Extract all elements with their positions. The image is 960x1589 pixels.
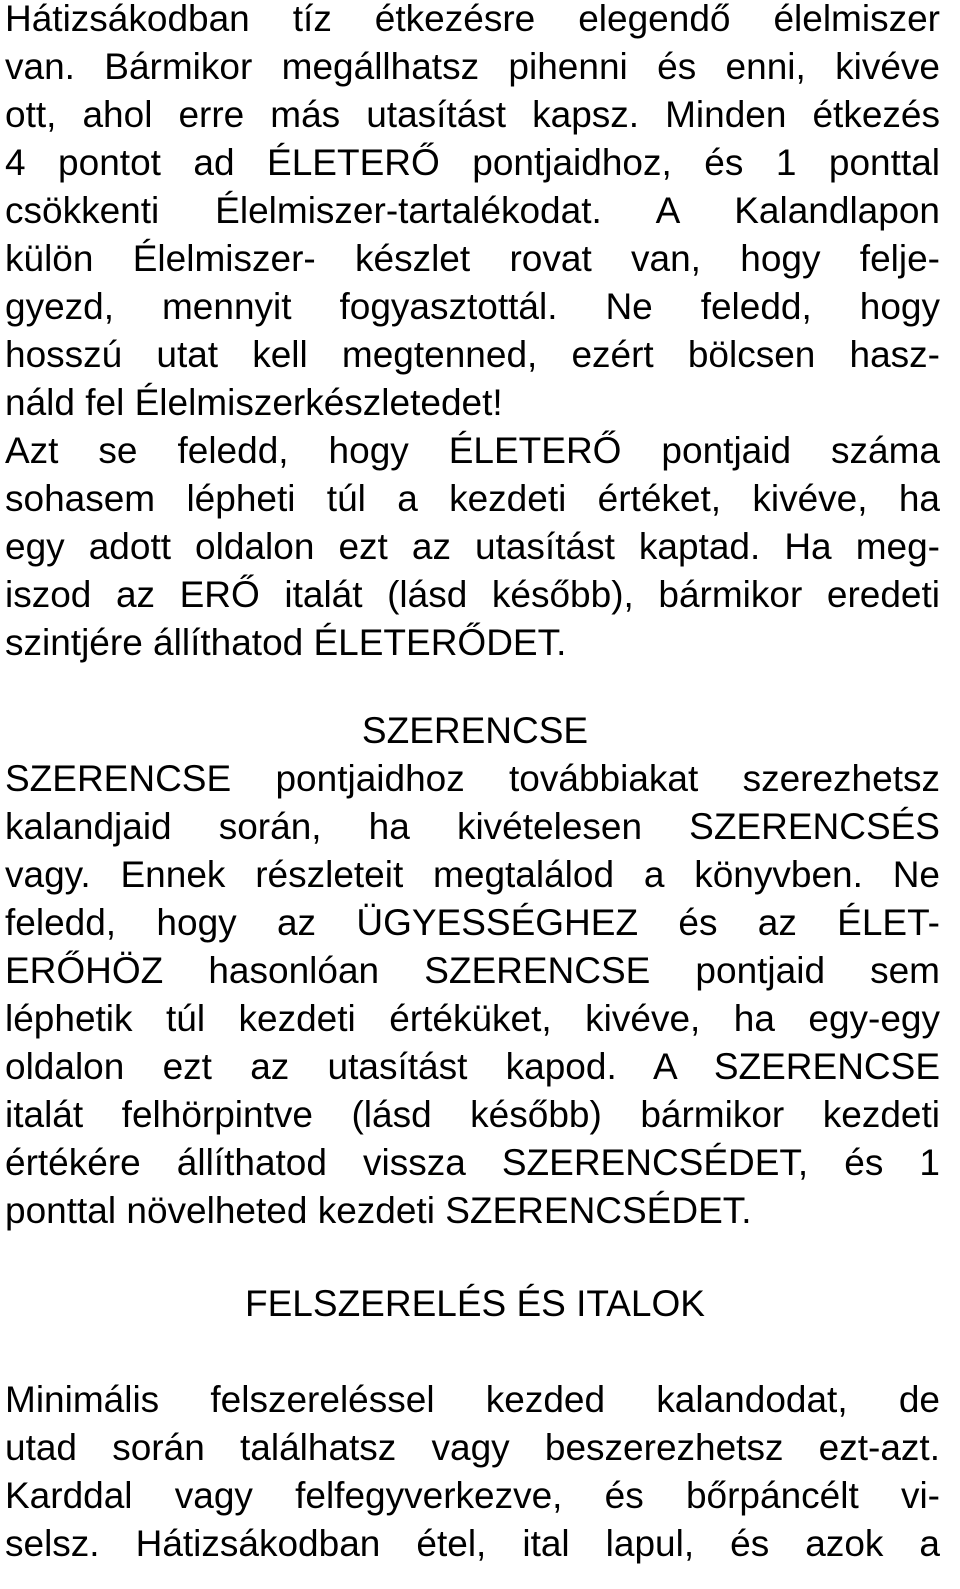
text-line: iszod az ERŐ italát (lásd később), bármikor eredeti	[5, 574, 940, 615]
text-line: italát felhörpintve (lásd később) bármikor kezdeti	[5, 1094, 940, 1135]
text-line: léphetik túl kezdeti értéküket, kivéve, ha egy-egy	[5, 998, 940, 1039]
text-line: oldalon ezt az utasítást kapod. A SZERENCSE	[5, 1046, 940, 1087]
text-line: kalandjaid során, ha kivételesen SZERENCSÉS	[5, 806, 940, 847]
text-line: külön Élelmiszer- készlet rovat van, hogy felje-	[5, 238, 940, 279]
text-line: feledd, hogy az ÜGYESSÉGHEZ és az ÉLET-	[5, 902, 940, 943]
paragraph-elelmiszer	[5, 0, 940, 667]
text-line: hosszú utat kell megtenned, ezért bölcsen hasz-	[5, 334, 940, 375]
section-heading-felszereles: FELSZERELÉS ÉS ITALOK	[245, 1283, 705, 1324]
text-line: ott, ahol erre más utasítást kapsz. Minden étkezés	[5, 94, 940, 135]
text-line: egy adott oldalon ezt az utasítást kaptad. Ha meg-	[5, 526, 940, 567]
text-line: sohasem lépheti túl a kezdeti értéket, kivéve, ha	[5, 478, 940, 519]
text-line: gyezd, mennyit fogyasztottál. Ne feledd, hogy	[5, 286, 940, 327]
text-line: náld fel Élelmiszerkészletedet!	[5, 382, 503, 423]
text-line: Azt se feledd, hogy ÉLETERŐ pontjaid száma	[5, 430, 940, 471]
text-line: Hátizsákodban tíz étkezésre elegendő élelmiszer	[5, 0, 940, 39]
text-line: értékére állíthatod vissza SZERENCSÉDET, és 1	[5, 1142, 940, 1183]
text-line: selsz. Hátizsákodban étel, ital lapul, és azok a	[5, 1523, 940, 1564]
text-line: csökkenti Élelmiszer-tartalékodat. A Kalandlapon	[5, 190, 940, 231]
text-line: SZERENCSE pontjaidhoz továbbiakat szerezhetsz	[5, 758, 940, 799]
section-heading-szerencse: SZERENCSE	[361, 710, 589, 751]
text-line: 4 pontot ad ÉLETERŐ pontjaidhoz, és 1 ponttal	[5, 142, 940, 183]
text-line: szintjére állíthatod ÉLETERŐDET.	[5, 622, 567, 663]
text-line: Karddal vagy felfegyverkezve, és bőrpáncélt vi-	[5, 1475, 940, 1516]
paragraph-felszereles	[5, 1376, 940, 1568]
text-line: van. Bármikor megállhatsz pihenni és enni, kivéve	[5, 46, 940, 87]
text-line: vagy. Ennek részleteit megtalálod a könyvben. Ne	[5, 854, 940, 895]
text-line: ERŐHÖZ hasonlóan SZERENCSE pontjaid sem	[5, 950, 940, 991]
text-line: Minimális felszereléssel kezded kalandodat, de	[5, 1379, 940, 1420]
text-line: ponttal növelheted kezdeti SZERENCSÉDET.	[5, 1190, 752, 1231]
paragraph-szerencse	[5, 755, 940, 1235]
text-line: utad során találhatsz vagy beszerezhetsz ezt-azt.	[5, 1427, 940, 1468]
